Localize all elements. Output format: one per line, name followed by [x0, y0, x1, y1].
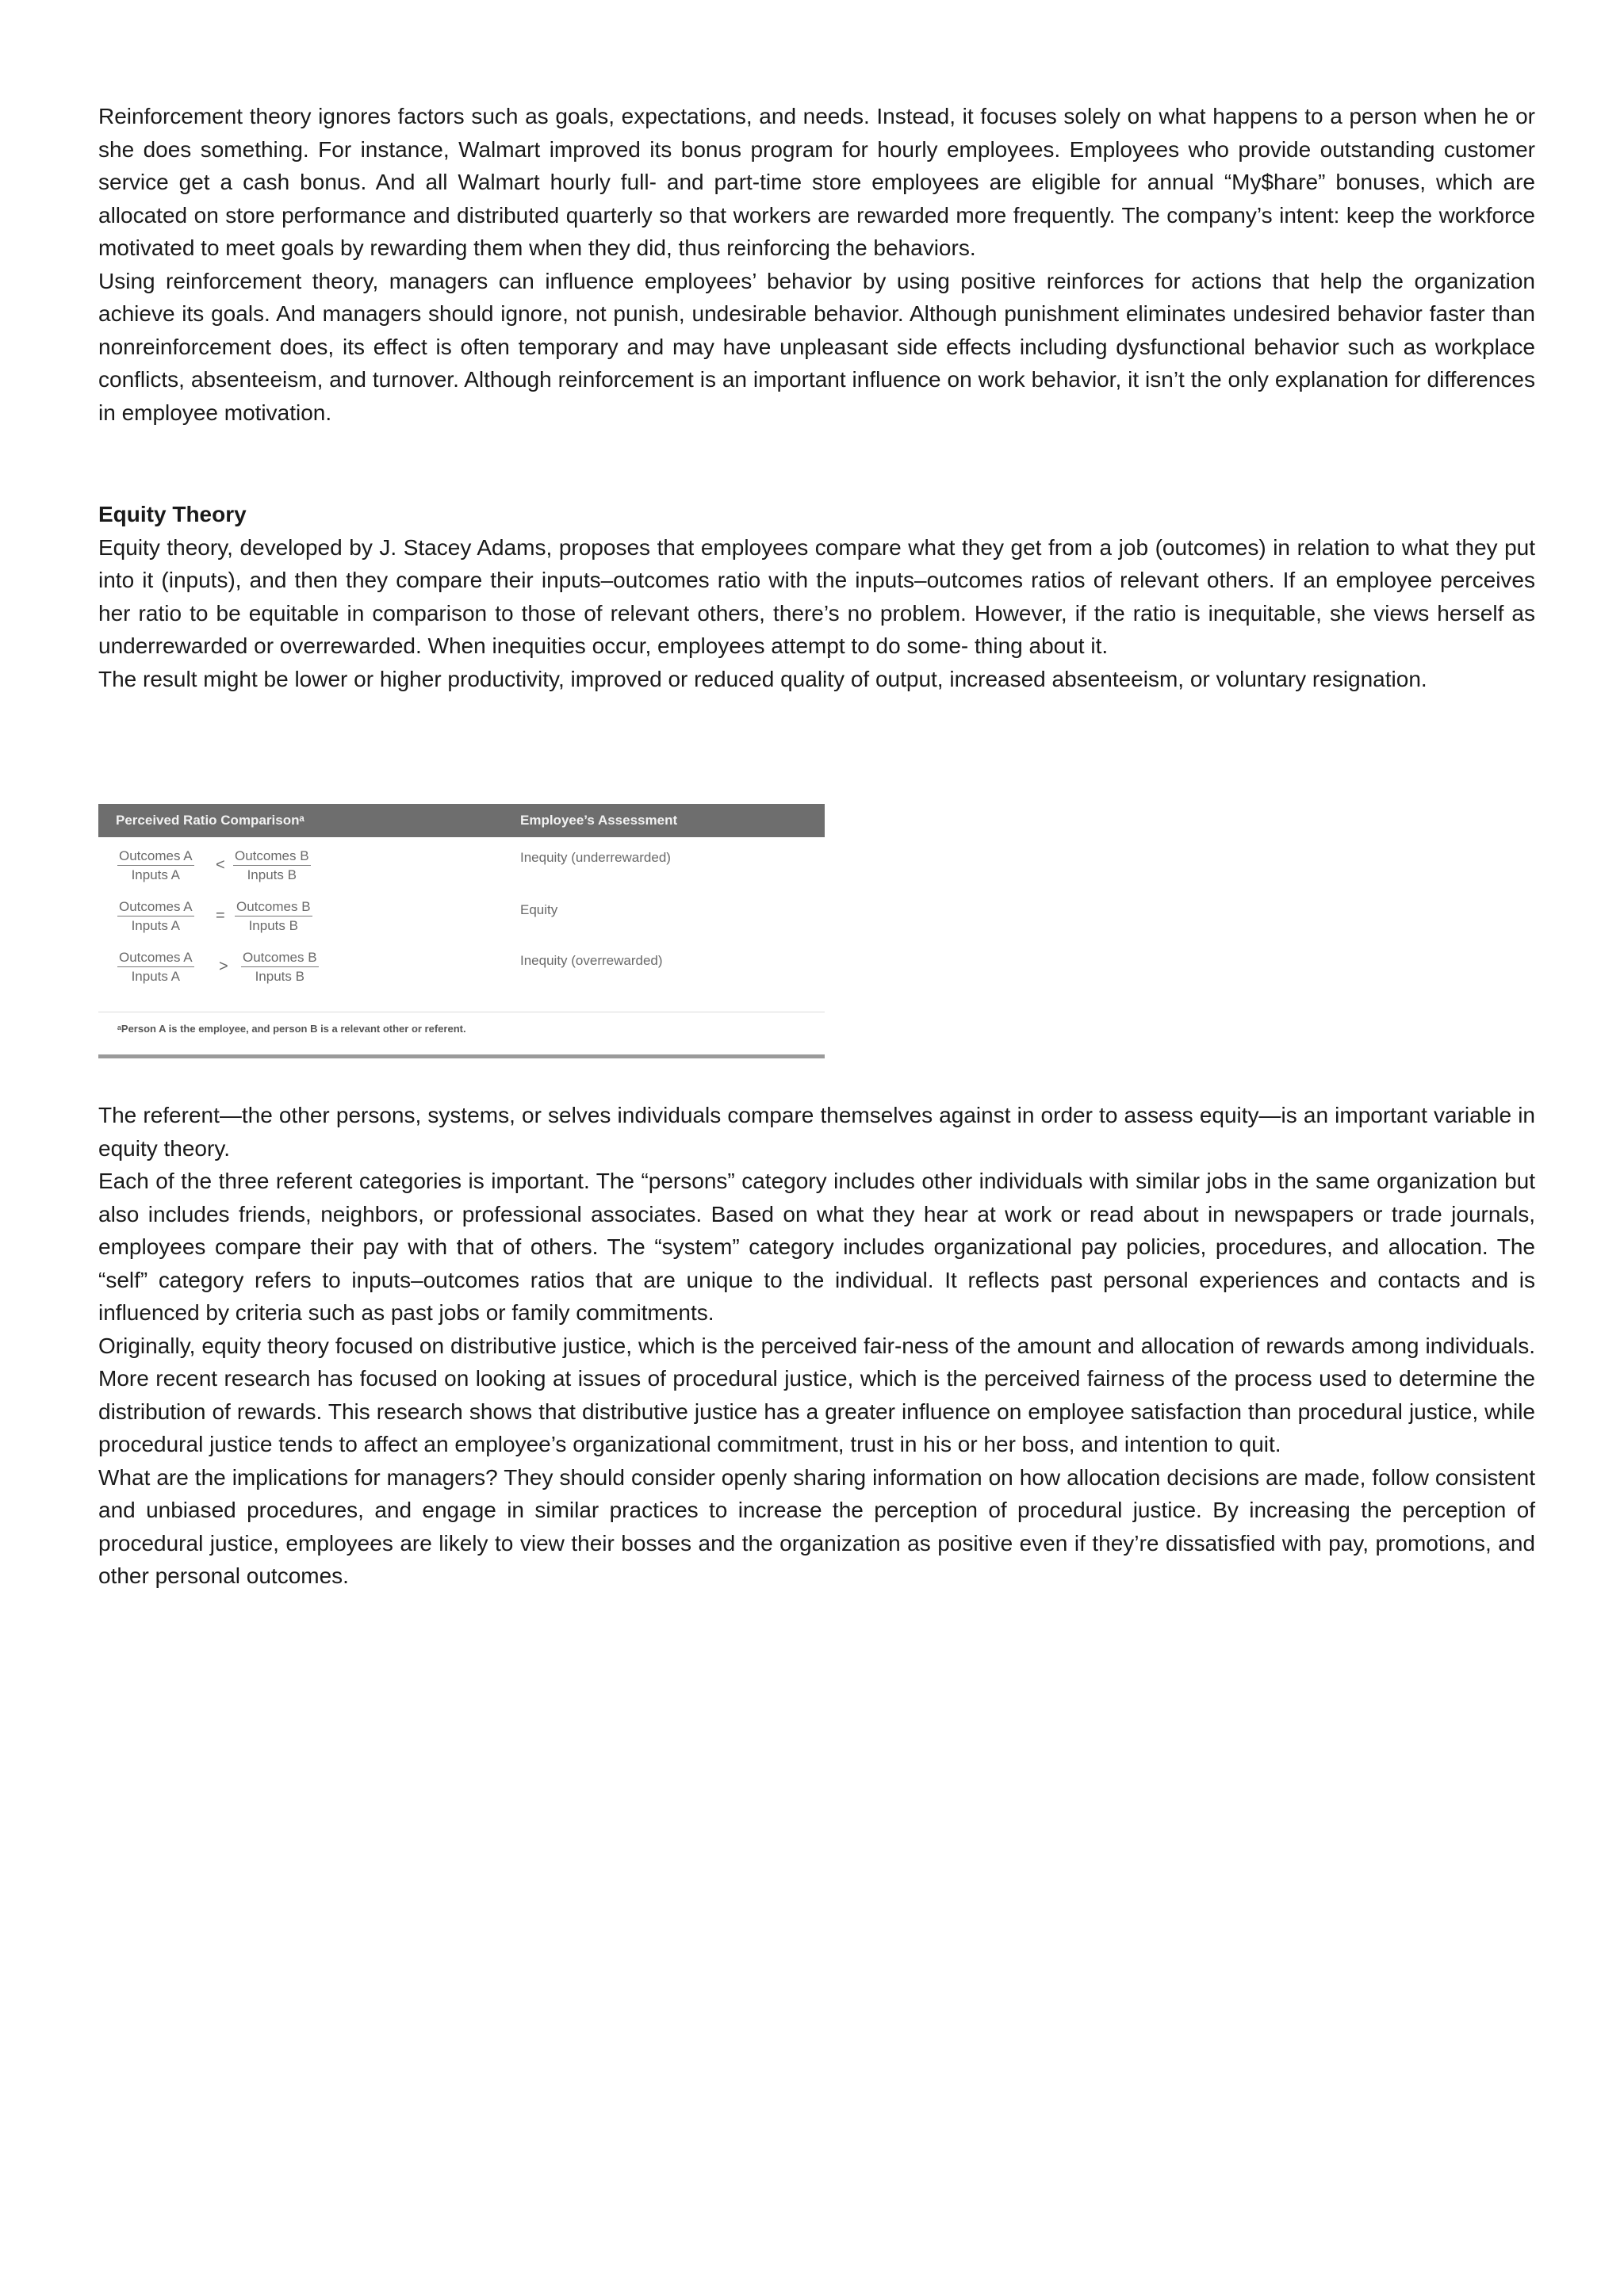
- table-row: [117, 848, 355, 894]
- equity-theory-section: [98, 498, 1535, 695]
- ratio-a: [117, 950, 194, 985]
- paragraph: Each of the three referent categories is important. The “persons” category includes other individuals with similar jobs in the same organization but also includes friends, neighbors, or professional associates. Based on what they hear at work or read about in newspapers or trade journals, employees compare their pay with that of others. The “system” category includes organizational pay policies, procedures, and allocation. The “self” category refers to inputs–outcomes ratios that are unique to the individual. It reflects past personal experiences and contacts and is influenced by criteria such as past jobs or family commitments.: [98, 1169, 1535, 1325]
- denominator: Inputs B: [255, 969, 304, 984]
- assessment-text: Inequity (overrewarded): [520, 953, 663, 968]
- ratio-b: [235, 899, 312, 934]
- comparison-operator: <: [216, 856, 225, 874]
- table-row: [117, 950, 355, 996]
- referent-section: [98, 1099, 1535, 1593]
- table-header: [98, 804, 825, 837]
- paragraph: Reinforcement theory ignores factors such as goals, expectations, and needs. Instead, it focuses solely on what happens to a person when he or she does something. For instance, Walmart improved its bonus program for hourly employees. Employees who provide outstanding customer service get a cash bonus. And all Walmart hourly full- and part-time store employees are eligible for annual “My$hare” bonuses, which are allocated on store performance and distributed quarterly so that workers are rewarded more frequently. The company’s intent: keep the workforce motivated to meet goals by rewarding them when they did, thus reinforcing the behaviors.: [98, 104, 1535, 260]
- divider: [98, 1054, 825, 1058]
- ratio-a: [117, 848, 194, 883]
- denominator: Inputs A: [131, 969, 181, 984]
- comparison-operator: =: [216, 907, 225, 924]
- paragraph: The result might be lower or higher productivity, improved or reduced quality of output, increased absenteeism, or voluntary resignation.: [98, 666, 1427, 691]
- table-row: [117, 899, 355, 945]
- equity-comparison-table: [98, 804, 825, 1061]
- ratio-b: [233, 848, 311, 883]
- ratio-a: [117, 899, 194, 934]
- numerator: Outcomes A: [117, 899, 194, 916]
- denominator: Inputs B: [248, 918, 298, 933]
- denominator: Inputs A: [131, 867, 181, 882]
- column-header-ratio: Perceived Ratio Comparisonᵃ: [116, 813, 304, 828]
- paragraph: The referent—the other persons, systems, or selves individuals compare themselves against in order to assess equity—is an important variable in equity theory.: [98, 1103, 1535, 1161]
- numerator: Outcomes A: [117, 950, 194, 967]
- comparison-operator: >: [219, 958, 228, 975]
- paragraph: Originally, equity theory focused on distributive justice, which is the perceived fair-ness of the amount and allocation of rewards among individuals. More recent research has focused on looking at issues of procedural justice, which is the perceived fairness of the process used to determine the distribution of rewards. This research shows that distributive justice has a greater influence on employee satisfaction than procedural justice, while procedural justice tends to affect an employee’s organizational commitment, trust in his or her boss, and intention to quit.: [98, 1333, 1535, 1456]
- numerator: Outcomes B: [233, 848, 311, 866]
- denominator: Inputs B: [247, 867, 297, 882]
- assessment-text: Equity: [520, 902, 558, 917]
- numerator: Outcomes B: [241, 950, 319, 967]
- paragraph: Using reinforcement theory, managers can influence employees’ behavior by using positive reinforces for actions that help the organization achieve its goals. And managers should ignore, not punish, undesirable behavior. Although punishment eliminates undesired behavior faster than nonreinforcement does, its effect is often temporary and may have unpleasant side effects including dysfunctional behavior such as workplace conflicts, absenteeism, and turnover. Although reinforcement is an important influence on work behavior, it isn’t the only explanation for differences in employee motivation.: [98, 268, 1535, 425]
- paragraph: Equity theory, developed by J. Stacey Adams, proposes that employees compare what they get from a job (outcomes) in relation to what they put into it (inputs), and then they compare their inputs–outcomes ratio with the inputs–outcomes ratios of relevant others. If an employee perceives her ratio to be equitable in comparison to those of relevant others, there’s no problem. However, if the ratio is inequitable, she views herself as underrewarded or overrewarded. When inequities occur, employees attempt to do some- thing about it.: [98, 534, 1535, 658]
- section-heading: Equity Theory: [98, 502, 247, 526]
- numerator: Outcomes B: [235, 899, 312, 916]
- paragraph: What are the implications for managers? They should consider openly sharing information on how allocation decisions are made, follow consistent and unbiased procedures, and engage in similar practices to increase the perception of procedural justice. By increasing the perception of procedural justice, employees are likely to view their bosses and the organization as positive even if they’re dissatisfied with pay, promotions, and other personal outcomes.: [98, 1464, 1535, 1588]
- assessment-text: Inequity (underrewarded): [520, 850, 671, 865]
- table-footnote: ᵃPerson A is the employee, and person B is a relevant other or referent.: [117, 1023, 466, 1035]
- column-header-assessment: Employee’s Assessment: [520, 813, 678, 828]
- denominator: Inputs A: [131, 918, 181, 933]
- reinforcement-section: [98, 100, 1535, 429]
- numerator: Outcomes A: [117, 848, 194, 866]
- ratio-b: [241, 950, 319, 985]
